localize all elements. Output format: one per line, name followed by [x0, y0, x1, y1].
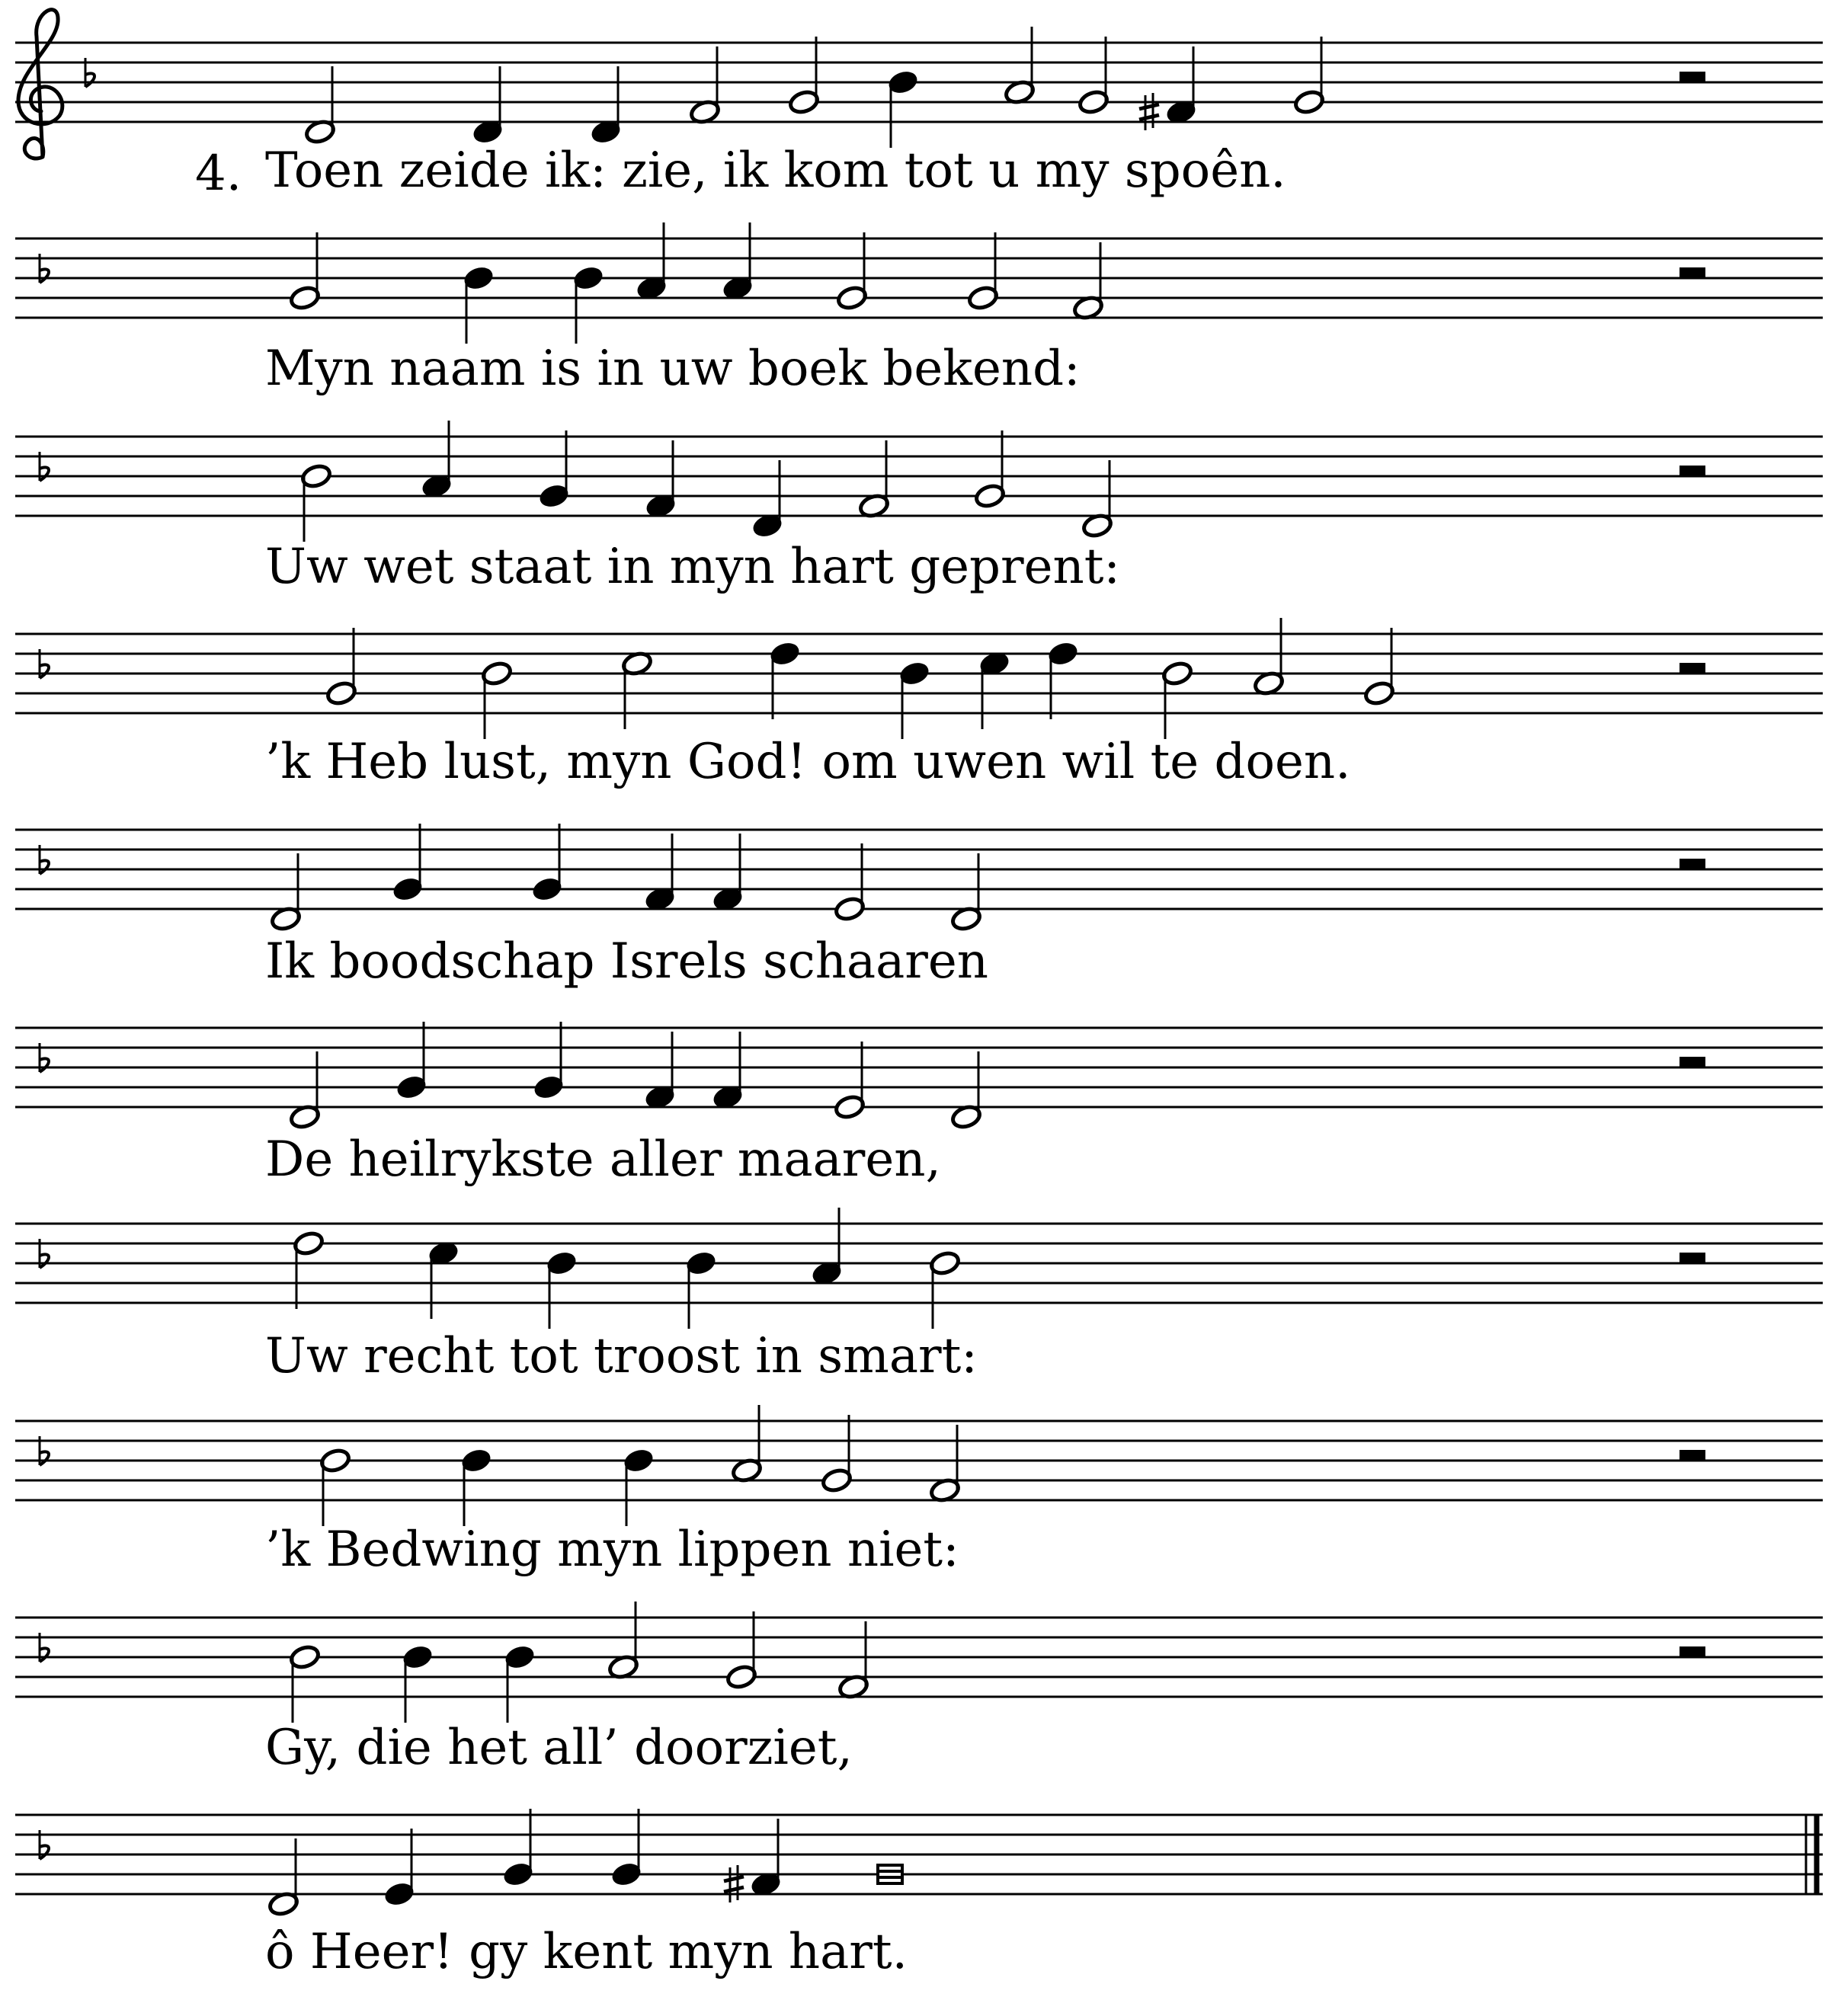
note — [1253, 618, 1285, 696]
note — [1293, 37, 1325, 115]
note — [538, 430, 570, 509]
half-rest-icon — [1679, 1646, 1705, 1657]
note — [837, 1621, 869, 1700]
note — [1078, 37, 1110, 115]
note — [821, 1415, 853, 1493]
lyric-line: Toen zeide ik: zie, ik kom tot u my spoên. — [265, 142, 1286, 199]
note — [1363, 628, 1395, 706]
lyric-line: ’k Bedwing myn lippen niet: — [265, 1522, 959, 1578]
half-rest-icon — [1679, 663, 1705, 674]
staff-line-group — [15, 10, 1823, 158]
note — [610, 1809, 642, 1887]
note — [607, 1602, 639, 1680]
note — [731, 1405, 763, 1483]
note — [788, 37, 820, 115]
note — [645, 440, 677, 519]
note — [621, 651, 653, 729]
staff-line-group — [15, 824, 1823, 932]
note — [689, 46, 721, 125]
lyric-line: Uw wet staat in myn hart geprent: — [265, 539, 1120, 595]
lyric-line: De heilrykste aller maaren, — [265, 1131, 941, 1188]
note — [472, 66, 504, 145]
note — [1139, 46, 1197, 130]
half-rest-icon — [1679, 466, 1705, 476]
half-rest-icon — [1679, 1057, 1705, 1067]
treble-clef-icon — [18, 10, 62, 158]
note — [460, 1448, 492, 1526]
note — [300, 463, 332, 542]
note — [1004, 27, 1036, 105]
note — [546, 1250, 578, 1329]
note — [636, 222, 668, 301]
note — [712, 1032, 744, 1110]
note — [722, 222, 754, 301]
half-rest-icon — [1679, 1253, 1705, 1263]
lyric-line: Ik boodschap Isrels schaaren — [265, 933, 988, 990]
note — [289, 1051, 321, 1130]
note — [1047, 641, 1079, 719]
note — [463, 265, 495, 344]
note — [644, 834, 676, 912]
note — [929, 1425, 961, 1503]
note — [502, 1809, 534, 1887]
note — [967, 232, 999, 311]
note — [481, 661, 513, 739]
note — [724, 1819, 782, 1902]
note — [950, 1051, 982, 1130]
lyric-line: Gy, die het all’ doorziet, — [265, 1720, 853, 1776]
sharp-icon — [724, 1865, 744, 1902]
half-rest-icon — [1679, 1450, 1705, 1461]
note — [858, 440, 890, 519]
staff-line-group — [15, 1208, 1823, 1329]
staff-line-group — [15, 618, 1823, 739]
staff-line-group — [15, 421, 1823, 542]
note — [270, 853, 302, 932]
half-rest-icon — [1679, 72, 1705, 82]
note — [572, 265, 604, 344]
note — [898, 661, 930, 739]
note — [811, 1208, 843, 1286]
note — [533, 1022, 565, 1100]
note — [267, 1838, 299, 1917]
note — [289, 232, 321, 311]
note — [531, 824, 563, 902]
note — [644, 1032, 676, 1110]
staff-line-group — [15, 1022, 1823, 1130]
note — [623, 1448, 655, 1526]
note — [978, 651, 1010, 729]
note — [421, 421, 453, 499]
note — [392, 824, 424, 902]
note — [325, 628, 357, 706]
staff-line-group — [15, 1809, 1823, 1917]
note — [383, 1829, 415, 1907]
note — [504, 1644, 536, 1723]
note — [304, 66, 336, 145]
staff-line-group — [15, 222, 1823, 344]
lyric-line: ô Heer! gy kent myn hart. — [265, 1924, 908, 1980]
sharp-icon — [1139, 93, 1159, 130]
note — [590, 66, 622, 145]
note — [685, 1250, 717, 1329]
staff-line-group — [15, 1405, 1823, 1526]
note — [1072, 242, 1104, 321]
note — [751, 460, 783, 539]
note — [974, 430, 1006, 509]
note — [950, 853, 982, 932]
note — [834, 1042, 866, 1120]
half-rest-icon — [1679, 267, 1705, 278]
note — [836, 232, 868, 311]
note — [878, 1865, 902, 1883]
note — [712, 834, 744, 912]
note — [887, 69, 919, 148]
note — [395, 1022, 427, 1100]
staff-line-group — [15, 1602, 1823, 1723]
note — [289, 1644, 321, 1723]
note — [427, 1240, 460, 1319]
note — [319, 1448, 351, 1526]
note — [1161, 661, 1193, 739]
note — [769, 641, 801, 719]
note — [293, 1230, 325, 1309]
note — [834, 843, 866, 922]
lyric-line: Uw recht tot troost in smart: — [265, 1328, 978, 1384]
half-rest-icon — [1679, 859, 1705, 869]
note — [1081, 460, 1113, 539]
note — [725, 1611, 757, 1690]
lyric-line: Myn naam is in uw boek bekend: — [265, 341, 1081, 397]
lyric-line: ’k Heb lust, myn God! om uwen wil te doen. — [265, 734, 1351, 790]
note — [402, 1644, 434, 1723]
note — [929, 1250, 961, 1329]
verse-number: 4. — [195, 146, 242, 202]
